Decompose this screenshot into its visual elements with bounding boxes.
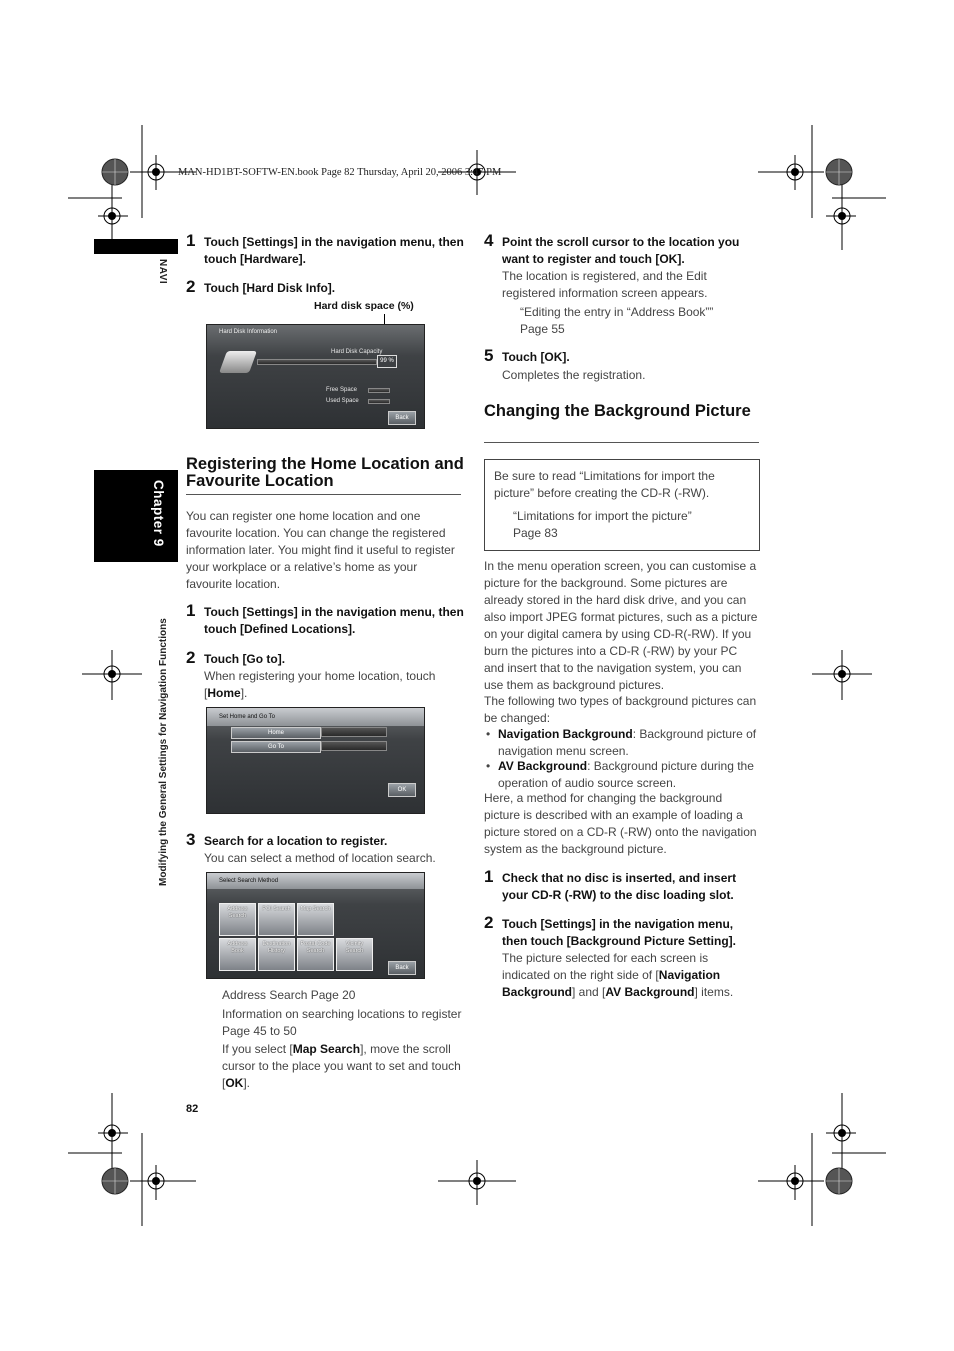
home-button[interactable]: Home <box>231 727 321 739</box>
step-number: 1 <box>186 601 196 620</box>
step-text: Search for a location to register. <box>204 834 388 848</box>
chapter-tab <box>94 470 178 562</box>
step-number: 1 <box>186 231 196 250</box>
poi-search-tile[interactable]: POI Search <box>258 903 295 936</box>
step-number: 2 <box>186 277 196 296</box>
screen-title: Set Home and Go To <box>207 708 424 726</box>
hard-disk-info-screen <box>206 324 425 429</box>
note-box <box>484 459 760 551</box>
step-number: 2 <box>484 913 494 932</box>
step-text: Check that no disc is inserted, and insert your CD-R (-RW) to the disc loading slot. <box>502 871 737 902</box>
heading-rule <box>186 494 461 495</box>
home-value-field <box>321 727 387 737</box>
navi-label: NAVI <box>157 259 168 285</box>
used-space-bar <box>368 399 390 404</box>
address-search-tile[interactable]: Address Search <box>219 903 256 936</box>
step-text: Touch [OK]. <box>502 350 570 364</box>
screen-title: Hard Disk Information <box>219 329 278 335</box>
select-search-method-screen <box>206 872 425 979</box>
destination-history-tile[interactable]: Destination History <box>258 938 295 971</box>
intro-paragraph: You can register one home location and one favourite location. You can change the registered information later. You might find it useful to register your workplace or a relative’s home as your favourite location. <box>186 509 455 591</box>
step-body: You can select a method of location search. <box>204 851 436 865</box>
postal-code-search-tile[interactable]: Postal Code Search <box>297 938 334 971</box>
background-paragraph-3: Here, a method for changing the background picture is described with an example of loading a picture stored on a CD-R (-RW) onto the navigation system as the background picture. <box>484 791 757 856</box>
note-reference: “Limitations for import the picture” Page 83 <box>513 509 692 540</box>
reference-search-info: Information on searching locations to register Page 45 to 50 <box>222 1007 462 1038</box>
step-number: 4 <box>484 231 494 250</box>
set-home-screen <box>206 707 425 814</box>
section-title-vertical: Modifying the General Settings for Navigation Functions <box>158 618 169 886</box>
back-button[interactable]: Back <box>388 411 416 425</box>
step-text: Touch [Hard Disk Info]. <box>204 281 336 295</box>
map-search-note: If you select [Map Search], move the scroll cursor to the place you want to set and touch [OK]. <box>222 1042 461 1090</box>
step-body: The picture selected for each screen is indicated on the right side of [Navigation Background] and [AV Background] items. <box>502 951 734 999</box>
step-number: 3 <box>186 830 196 849</box>
reference-address-search: Address Search Page 20 <box>222 988 356 1002</box>
section-heading: Changing the Background Picture <box>484 402 751 420</box>
goto-value-field <box>321 741 387 751</box>
disk-icon <box>219 351 257 373</box>
ok-button[interactable]: OK <box>388 783 416 797</box>
step-number: 5 <box>484 346 494 365</box>
percent-readout: 99 % <box>377 355 397 368</box>
goto-button[interactable]: Go To <box>231 741 321 753</box>
step-text: Point the scroll cursor to the location you want to register and touch [OK]. <box>502 235 740 266</box>
note-text: Be sure to read “Limitations for import the picture” before creating the CD-R (-RW). <box>494 469 715 500</box>
step-body: The location is registered, and the Edit registered information screen appears. <box>502 269 708 300</box>
bullet-navigation-background: • Navigation Background: Background picture of navigation menu screen. <box>486 727 757 758</box>
background-paragraph-1: In the menu operation screen, you can customise a picture for the background. Some pictures are already stored in the hard disk drive, and you can also import JPEG format pictures, such as a picture on your digital camera by using CD-R(-RW). If you burn the pictures into a CD-R (-RW) by your PC and insert that to the navigation system, you can use them as background pictures. <box>484 559 758 692</box>
free-space-bar <box>368 388 390 393</box>
step-body: When registering your home location, touch [Home]. <box>204 669 436 700</box>
free-space-label: Free Space <box>326 387 358 393</box>
callout-label: Hard disk space (%) <box>314 300 414 312</box>
bullet-av-background: • AV Background: Background picture during the operation of audio source screen. <box>486 759 754 790</box>
step-number: 2 <box>186 648 196 667</box>
step-text: Touch [Settings] in the navigation menu, then touch [Background Picture Setting]. <box>502 917 737 948</box>
background-paragraph-2: The following two types of background pictures can be changed: <box>484 694 757 725</box>
file-header: MAN-HD1BT-SOFTW-EN.book Page 82 Thursday, April 20, 2006 3:47 PM <box>178 167 502 178</box>
step-text: Touch [Settings] in the navigation menu, then touch [Hardware]. <box>204 235 464 266</box>
step-number: 1 <box>484 867 494 886</box>
step-text: Touch [Settings] in the navigation menu, then touch [Defined Locations]. <box>204 605 464 636</box>
page-number: 82 <box>186 1103 199 1115</box>
capacity-bar <box>257 359 377 365</box>
section-heading: Registering the Home Location and Favourite Location <box>186 455 464 490</box>
map-search-tile[interactable]: Map Search <box>297 903 334 936</box>
step-body: Completes the registration. <box>502 368 646 382</box>
used-space-label: Used Space <box>326 398 359 404</box>
address-book-tile[interactable]: Address Book <box>219 938 256 971</box>
reference-editing-entry: “Editing the entry in “Address Book”” Page 55 <box>520 305 714 336</box>
vicinity-search-tile[interactable]: Vicinity Search <box>336 938 373 971</box>
heading-rule <box>484 442 759 443</box>
screen-title: Select Search Method <box>207 873 424 889</box>
capacity-label: Hard Disk Capacity <box>331 349 383 355</box>
step-text: Touch [Go to]. <box>204 652 286 666</box>
back-button[interactable]: Back <box>388 961 416 975</box>
chapter-label: Chapter 9 <box>151 480 166 547</box>
navi-tab-bar <box>94 239 178 254</box>
